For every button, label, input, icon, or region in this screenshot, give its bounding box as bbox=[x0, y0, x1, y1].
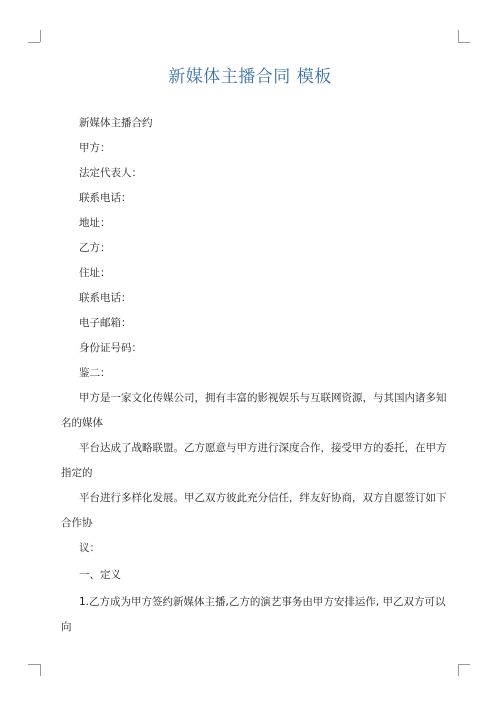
party-b-address-label: 住址： bbox=[79, 267, 111, 279]
paragraph-line: 名的媒体 bbox=[61, 417, 103, 429]
paragraph-line: 议： bbox=[79, 542, 100, 554]
paragraph-line: 合作协 bbox=[61, 517, 93, 529]
party-b-label: 乙方： bbox=[79, 242, 111, 254]
paragraph-line: 平台进行多样化发展。甲乙双方彼此充分信任，绊友好协商，双方自愿签订如下 bbox=[79, 492, 447, 504]
clause-line: 向 bbox=[61, 621, 72, 633]
legal-representative-label: 法定代表人： bbox=[79, 167, 142, 179]
contract-heading: 新媒体主播合约 bbox=[79, 117, 153, 129]
party-b-phone-label: 联系电话： bbox=[79, 292, 132, 304]
party-a-address-label: 地址： bbox=[79, 217, 111, 229]
document-title: 新媒体主播合同 模板 bbox=[168, 67, 332, 87]
preamble-label: 鉴二： bbox=[79, 367, 111, 379]
section-heading-definitions: 一、定义 bbox=[79, 569, 121, 581]
party-a-phone-label: 联系电话： bbox=[79, 192, 132, 204]
paragraph-line: 平台达成了战略联盟。乙方愿意与甲方进行深度合作，接受甲方的委托，在甲方 bbox=[79, 442, 447, 454]
id-number-label: 身份证号码： bbox=[79, 342, 142, 354]
party-a-label: 甲方： bbox=[79, 142, 111, 154]
clause-line: 1.乙方成为甲方签约新媒体主播,乙方的演艺事务由甲方安排运作, 甲乙双方可以 bbox=[79, 596, 446, 608]
paragraph-line: 指定的 bbox=[61, 467, 93, 479]
email-label: 电子邮箱： bbox=[79, 317, 132, 329]
paragraph-line: 甲方是一家文化传媒公司，拥有丰富的影视娱乐与互联网资源，与其国内诸多知 bbox=[79, 392, 447, 404]
